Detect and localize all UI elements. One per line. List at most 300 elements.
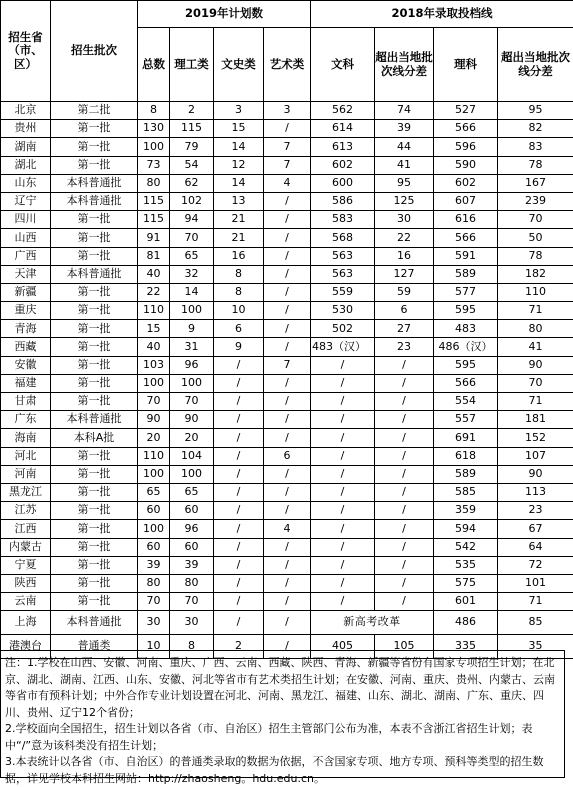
table-cell: 22	[138, 283, 170, 301]
table-row	[1, 574, 573, 592]
table-row	[1, 138, 573, 156]
table-cell: 595	[434, 356, 498, 374]
table-cell: 第一批	[51, 247, 138, 265]
table-cell: 20	[170, 429, 214, 447]
table-cell: /	[375, 447, 434, 465]
table-cell: 585	[434, 483, 498, 501]
table-row	[1, 283, 573, 301]
table-cell: 90	[498, 465, 573, 483]
table-cell: 本科普通批	[51, 192, 138, 210]
footnote-2: 2.学校面向全国招生，招生计划以各省（市、自治区）招生主管部门公布为准，本表不含浙江省招生计划；表中“/”意为该科类没有招生计划；	[5, 721, 560, 754]
table-row	[1, 593, 573, 611]
table-cell: 江西	[1, 520, 51, 538]
table-cell: /	[214, 393, 264, 411]
table-cell: /	[214, 502, 264, 520]
table-cell: 32	[170, 265, 214, 283]
table-cell: 90	[170, 411, 214, 429]
table-cell: 天津	[1, 265, 51, 283]
table-cell: 6	[214, 320, 264, 338]
table-cell: /	[214, 411, 264, 429]
table-cell: 596	[434, 138, 498, 156]
table-cell: 557	[434, 411, 498, 429]
header-plan-art: 艺术类	[264, 28, 311, 102]
table-cell: /	[311, 556, 375, 574]
table-cell: 90	[498, 356, 573, 374]
table-row	[1, 393, 573, 411]
table-cell: 90	[138, 411, 170, 429]
table-cell: /	[264, 574, 311, 592]
table-cell: 宁夏	[1, 556, 51, 574]
table-cell: /	[375, 374, 434, 392]
table-cell: /	[264, 502, 311, 520]
table-cell: /	[264, 374, 311, 392]
table-cell: /	[375, 574, 434, 592]
table-cell: 本科A批	[51, 429, 138, 447]
table-cell: /	[311, 447, 375, 465]
table-cell: 486	[434, 611, 498, 635]
table-cell: 101	[498, 574, 573, 592]
table-cell: /	[375, 593, 434, 611]
table-cell: 4	[264, 174, 311, 192]
table-cell: 14	[214, 174, 264, 192]
table-cell: 7	[264, 138, 311, 156]
table-cell: /	[311, 411, 375, 429]
table-cell: 562	[311, 102, 375, 120]
table-cell: 80	[170, 574, 214, 592]
table-cell: 21	[214, 229, 264, 247]
table-row	[1, 556, 573, 574]
table-cell: 105	[375, 635, 434, 659]
table-cell: /	[311, 502, 375, 520]
table-cell: 71	[498, 593, 573, 611]
table-cell: 8	[214, 265, 264, 283]
table-cell: 80	[498, 320, 573, 338]
table-row	[1, 247, 573, 265]
table-cell: 40	[138, 265, 170, 283]
table-cell: 589	[434, 465, 498, 483]
table-cell: 100	[170, 374, 214, 392]
table-cell: 41	[498, 338, 573, 356]
table-cell: 100	[138, 138, 170, 156]
table-cell: 80	[138, 574, 170, 592]
table-cell: 100	[138, 374, 170, 392]
table-cell: 71	[498, 393, 573, 411]
table-cell: 60	[170, 538, 214, 556]
table-row	[1, 338, 573, 356]
table-row	[1, 429, 573, 447]
table-row	[1, 156, 573, 174]
table-cell: 73	[138, 156, 170, 174]
header-province: 招生省（市、区）	[1, 1, 51, 102]
table-cell: /	[375, 520, 434, 538]
table-cell: 486（汉）	[434, 338, 498, 356]
table-row	[1, 520, 573, 538]
table-cell: /	[375, 556, 434, 574]
table-cell: 第一批	[51, 593, 138, 611]
table-cell: /	[264, 338, 311, 356]
table-cell: 第一批	[51, 120, 138, 138]
table-row	[1, 211, 573, 229]
table-cell: 115	[138, 192, 170, 210]
table-cell: 70	[138, 393, 170, 411]
table-cell: 20	[138, 429, 170, 447]
table-cell: 107	[498, 447, 573, 465]
table-cell: /	[311, 429, 375, 447]
table-cell: 616	[434, 211, 498, 229]
table-cell: 2	[170, 102, 214, 120]
table-cell: 613	[311, 138, 375, 156]
table-cell: 本科普通批	[51, 174, 138, 192]
table-cell: /	[214, 429, 264, 447]
header-adm-liberal-arts: 文科	[311, 28, 375, 102]
table-cell: 安徽	[1, 356, 51, 374]
table-cell: 95	[375, 174, 434, 192]
table-cell: 22	[375, 229, 434, 247]
table-cell: 新疆	[1, 283, 51, 301]
table-cell: 115	[170, 120, 214, 138]
table-cell: 566	[434, 374, 498, 392]
table-cell: 70	[170, 229, 214, 247]
table-cell: 64	[498, 538, 573, 556]
table-cell: 65	[170, 247, 214, 265]
table-cell: 山东	[1, 174, 51, 192]
table-cell: 50	[498, 229, 573, 247]
table-cell: 第一批	[51, 393, 138, 411]
table-cell: /	[264, 247, 311, 265]
table-cell: 614	[311, 120, 375, 138]
table-cell: 70	[170, 593, 214, 611]
table-cell: 591	[434, 247, 498, 265]
table-cell: 16	[375, 247, 434, 265]
table-cell: /	[264, 635, 311, 659]
header-plan-liberal-arts: 文史类	[214, 28, 264, 102]
table-row	[1, 174, 573, 192]
table-cell: /	[214, 556, 264, 574]
table-cell: 西藏	[1, 338, 51, 356]
table-cell: 7	[264, 156, 311, 174]
table-row	[1, 538, 573, 556]
table-cell: 181	[498, 411, 573, 429]
table-cell: /	[214, 574, 264, 592]
table-cell: /	[264, 429, 311, 447]
table-cell: /	[264, 120, 311, 138]
table-cell: 北京	[1, 102, 51, 120]
table-cell: 港澳台	[1, 635, 51, 659]
table-cell: 577	[434, 283, 498, 301]
table-cell: 7	[264, 356, 311, 374]
table-cell: 600	[311, 174, 375, 192]
table-cell: 115	[138, 211, 170, 229]
table-cell: 359	[434, 502, 498, 520]
table-cell: 78	[498, 247, 573, 265]
table-cell: 本科普通批	[51, 265, 138, 283]
table-cell: 9	[214, 338, 264, 356]
table-cell: /	[311, 356, 375, 374]
table-cell: 239	[498, 192, 573, 210]
table-cell: 563	[311, 247, 375, 265]
table-cell: 14	[214, 138, 264, 156]
table-cell: /	[264, 483, 311, 501]
table-cell: 589	[434, 265, 498, 283]
table-cell: 广西	[1, 247, 51, 265]
table-cell: 78	[498, 156, 573, 174]
table-cell: 21	[214, 211, 264, 229]
table-cell: 第一批	[51, 556, 138, 574]
table-cell: 河北	[1, 447, 51, 465]
table-cell: 554	[434, 393, 498, 411]
table-cell: 第一批	[51, 574, 138, 592]
table-cell: 40	[138, 338, 170, 356]
table-cell: 12	[214, 156, 264, 174]
table-cell: 586	[311, 192, 375, 210]
table-cell: 100	[170, 302, 214, 320]
table-cell: 182	[498, 265, 573, 283]
table-row	[1, 320, 573, 338]
table-cell: 70	[170, 393, 214, 411]
table-cell: /	[311, 483, 375, 501]
table-cell: /	[264, 538, 311, 556]
table-cell: /	[311, 374, 375, 392]
table-row	[1, 502, 573, 520]
table-cell: 60	[138, 538, 170, 556]
header-admission-group: 2018年录取投档线	[311, 1, 573, 28]
table-cell: 2	[214, 635, 264, 659]
table-cell: 35	[498, 635, 573, 659]
footnote-1: 注：1.学校在山西、安徽、河南、重庆、广西、云南、西藏、陕西、青海、新疆等省份有国家专项招生计划；在北京、湖北、湖南、江西、山东、安徽、河北等省市有艺术类招生计划；在安徽、河南、重庆、贵州、内蒙古、云南等省市有预科计划；中外合作专业计划设置在河北、河南、黑龙江、福建、山东、湖北、湖南、广东、重庆、四川、贵州、辽宁12个省份；	[5, 655, 560, 721]
table-body	[1, 102, 573, 659]
table-cell: 502	[311, 320, 375, 338]
table-cell: 96	[170, 356, 214, 374]
table-cell: 535	[434, 556, 498, 574]
table-cell: 602	[434, 174, 498, 192]
table-cell: 第一批	[51, 502, 138, 520]
header-plan-science: 理工类	[170, 28, 214, 102]
table-cell: 60	[170, 502, 214, 520]
header-adm-science: 理科	[434, 28, 498, 102]
table-cell: 152	[498, 429, 573, 447]
table-cell: 335	[434, 635, 498, 659]
table-cell: 10	[138, 635, 170, 659]
table-row	[1, 356, 573, 374]
table-cell: 39	[138, 556, 170, 574]
table-cell: /	[311, 393, 375, 411]
table-cell: 71	[498, 302, 573, 320]
table-row	[1, 120, 573, 138]
table-cell: 113	[498, 483, 573, 501]
table-cell: 60	[138, 502, 170, 520]
table-cell: 贵州	[1, 120, 51, 138]
table-cell: /	[264, 556, 311, 574]
table-cell: 上海	[1, 611, 51, 635]
table-cell: 130	[138, 120, 170, 138]
table-cell: 16	[214, 247, 264, 265]
table-cell: 102	[170, 192, 214, 210]
table-cell: 594	[434, 520, 498, 538]
header-adm-liberal-arts-diff: 超出当地批次线分差	[375, 28, 434, 102]
table-cell: 563	[311, 265, 375, 283]
table-cell: 3	[214, 102, 264, 120]
table-cell: 河南	[1, 465, 51, 483]
table-cell: 559	[311, 283, 375, 301]
table-cell: /	[311, 574, 375, 592]
table-cell: /	[375, 538, 434, 556]
table-row	[1, 447, 573, 465]
table-cell: 595	[434, 302, 498, 320]
table-cell: 80	[138, 174, 170, 192]
table-cell: 3	[264, 102, 311, 120]
table-cell: 15	[214, 120, 264, 138]
table-row	[1, 465, 573, 483]
table-cell: 江苏	[1, 502, 51, 520]
table-cell: 94	[170, 211, 214, 229]
table-cell: 74	[375, 102, 434, 120]
table-cell: 普通类	[51, 635, 138, 659]
table-cell: /	[264, 229, 311, 247]
table-cell: 82	[498, 120, 573, 138]
table-cell: /	[311, 465, 375, 483]
table-cell: 云南	[1, 593, 51, 611]
table-cell: 65	[170, 483, 214, 501]
table-cell: /	[375, 393, 434, 411]
table-cell: 第二批	[51, 102, 138, 120]
table-cell: /	[375, 411, 434, 429]
table-cell: 第一批	[51, 374, 138, 392]
table-cell: /	[214, 447, 264, 465]
table-cell: 44	[375, 138, 434, 156]
table-cell: /	[264, 465, 311, 483]
header-plan-total: 总数	[138, 28, 170, 102]
table-cell: 第一批	[51, 138, 138, 156]
table-cell: 31	[170, 338, 214, 356]
table-row	[1, 411, 573, 429]
table-cell: 8	[214, 283, 264, 301]
table-cell: 41	[375, 156, 434, 174]
table-cell: 4	[264, 520, 311, 538]
table-cell: 100	[138, 520, 170, 538]
table-cell: /	[214, 356, 264, 374]
table-row	[1, 483, 573, 501]
table-cell: /	[375, 483, 434, 501]
table-cell: 100	[138, 465, 170, 483]
table-cell: 530	[311, 302, 375, 320]
table-cell: /	[375, 465, 434, 483]
table-cell: /	[375, 502, 434, 520]
table-row-shanghai	[1, 611, 573, 635]
table-cell: 10	[214, 302, 264, 320]
table-cell: /	[375, 356, 434, 374]
table-cell: 65	[138, 483, 170, 501]
table-cell: /	[264, 302, 311, 320]
footnotes	[0, 650, 565, 778]
table-cell: 483	[434, 320, 498, 338]
table-cell: 527	[434, 102, 498, 120]
table-cell: 566	[434, 120, 498, 138]
table-cell: 62	[170, 174, 214, 192]
table-cell: 91	[138, 229, 170, 247]
table-cell: 70	[138, 593, 170, 611]
table-cell: /	[264, 211, 311, 229]
table-cell: 14	[170, 283, 214, 301]
table-cell: 6	[375, 302, 434, 320]
table-cell: 第一批	[51, 520, 138, 538]
table-cell: 15	[138, 320, 170, 338]
table-cell: 96	[170, 520, 214, 538]
table-cell: 583	[311, 211, 375, 229]
table-cell: 第一批	[51, 211, 138, 229]
table-cell: 黑龙江	[1, 483, 51, 501]
table-cell: 110	[138, 302, 170, 320]
table-cell: /	[311, 520, 375, 538]
table-row	[1, 302, 573, 320]
table-cell: 8	[170, 635, 214, 659]
table-cell: 618	[434, 447, 498, 465]
table-cell: /	[214, 593, 264, 611]
table-row	[1, 229, 573, 247]
table-cell: /	[264, 593, 311, 611]
table-cell: 85	[498, 611, 573, 635]
table-cell: 405	[311, 635, 375, 659]
table-cell: 39	[170, 556, 214, 574]
table-cell: 第一批	[51, 538, 138, 556]
table-cell: 575	[434, 574, 498, 592]
table-cell: /	[264, 411, 311, 429]
table-cell: 9	[170, 320, 214, 338]
table-cell: 23	[498, 502, 573, 520]
table-row	[1, 102, 573, 120]
table-cell: /	[214, 520, 264, 538]
table-cell: 607	[434, 192, 498, 210]
table-cell: 70	[498, 374, 573, 392]
table-cell: 568	[311, 229, 375, 247]
table-cell: 福建	[1, 374, 51, 392]
table-cell: 30	[138, 611, 170, 635]
table-cell: 59	[375, 283, 434, 301]
table-cell: 110	[138, 447, 170, 465]
table-cell: 72	[498, 556, 573, 574]
table-cell: 湖南	[1, 138, 51, 156]
table-cell: 内蒙古	[1, 538, 51, 556]
table-cell: 第一批	[51, 465, 138, 483]
table-cell: 483（汉）	[311, 338, 375, 356]
table-cell: 6	[264, 447, 311, 465]
table-cell: 39	[375, 120, 434, 138]
table-cell: 100	[170, 465, 214, 483]
table-cell: 81	[138, 247, 170, 265]
table-cell: 第一批	[51, 447, 138, 465]
table-cell: 第一批	[51, 338, 138, 356]
table-cell: /	[214, 611, 264, 635]
table-cell: /	[264, 192, 311, 210]
table-cell: 691	[434, 429, 498, 447]
table-cell: 本科普通批	[51, 411, 138, 429]
table-cell: /	[311, 593, 375, 611]
table-cell: /	[214, 374, 264, 392]
table-row	[1, 374, 573, 392]
table-cell: 第一批	[51, 229, 138, 247]
table-cell: 601	[434, 593, 498, 611]
table-cell: /	[214, 465, 264, 483]
table-row	[1, 265, 573, 283]
table-cell: 27	[375, 320, 434, 338]
table-cell: 104	[170, 447, 214, 465]
table-cell: 95	[498, 102, 573, 120]
table-cell: 第一批	[51, 356, 138, 374]
table-cell: /	[214, 483, 264, 501]
table-cell: /	[311, 538, 375, 556]
table-cell: 602	[311, 156, 375, 174]
table-cell: 125	[375, 192, 434, 210]
table-cell: 第一批	[51, 156, 138, 174]
